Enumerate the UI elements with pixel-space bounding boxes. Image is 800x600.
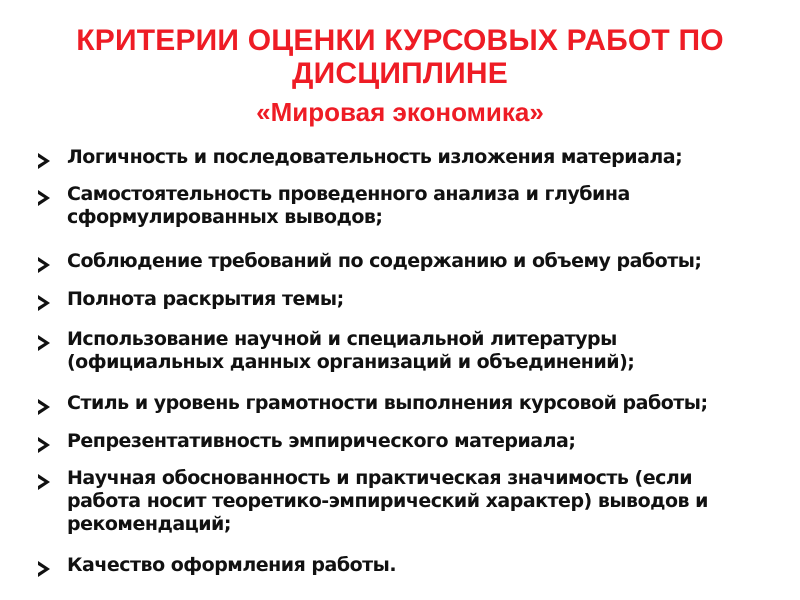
arrow-bullet-icon: [36, 560, 52, 578]
slide-title-line: ДИСЦИПЛИНЕ: [292, 57, 508, 90]
criteria-item-text: (официальных данных организаций и объединений);: [67, 351, 635, 373]
criteria-item-text: Соблюдение требований по содержанию и объему работы;: [67, 250, 702, 272]
criteria-item-text: Использование научной и специальной литературы: [67, 328, 617, 350]
arrow-bullet-icon: [36, 398, 52, 416]
criteria-item-text: рекомендаций;: [67, 513, 231, 535]
arrow-bullet-icon: [36, 334, 52, 352]
arrow-bullet-icon: [36, 256, 52, 274]
arrow-bullet-icon: [36, 189, 52, 207]
criteria-item-text: Стиль и уровень грамотности выполнения курсовой работы;: [67, 392, 708, 414]
criteria-item: [36, 430, 776, 453]
criteria-item: [36, 554, 776, 577]
arrow-bullet-icon: [36, 294, 52, 312]
criteria-item: [36, 250, 776, 273]
criteria-item: [36, 146, 776, 169]
criteria-item: [36, 467, 776, 536]
slide-subtitle: «Мировая экономика»: [256, 97, 544, 127]
criteria-item-text: Логичность и последовательность изложения материала;: [67, 146, 683, 168]
criteria-item-text: Самостоятельность проведенного анализа и глубина: [67, 183, 630, 205]
slide-title-line: КРИТЕРИИ ОЦЕНКИ КУРСОВЫХ РАБОТ ПО: [76, 24, 724, 57]
criteria-item-text: сформулированных выводов;: [67, 206, 383, 228]
criteria-item-text: Качество оформления работы.: [67, 554, 397, 576]
criteria-item: [36, 183, 776, 229]
criteria-item: [36, 392, 776, 415]
criteria-item: [36, 288, 776, 311]
criteria-item: [36, 328, 776, 374]
criteria-item-text: Научная обоснованность и практическая значимость (если: [67, 467, 693, 489]
arrow-bullet-icon: [36, 473, 52, 491]
arrow-bullet-icon: [36, 152, 52, 170]
arrow-bullet-icon: [36, 436, 52, 454]
slide-title: [0, 24, 800, 90]
criteria-item-text: Полнота раскрытия темы;: [67, 288, 344, 310]
criteria-item-text: работа носит теоретико-эмпирический характер) выводов и: [67, 490, 708, 512]
criteria-item-text: Репрезентативность эмпирического материала;: [67, 430, 576, 452]
